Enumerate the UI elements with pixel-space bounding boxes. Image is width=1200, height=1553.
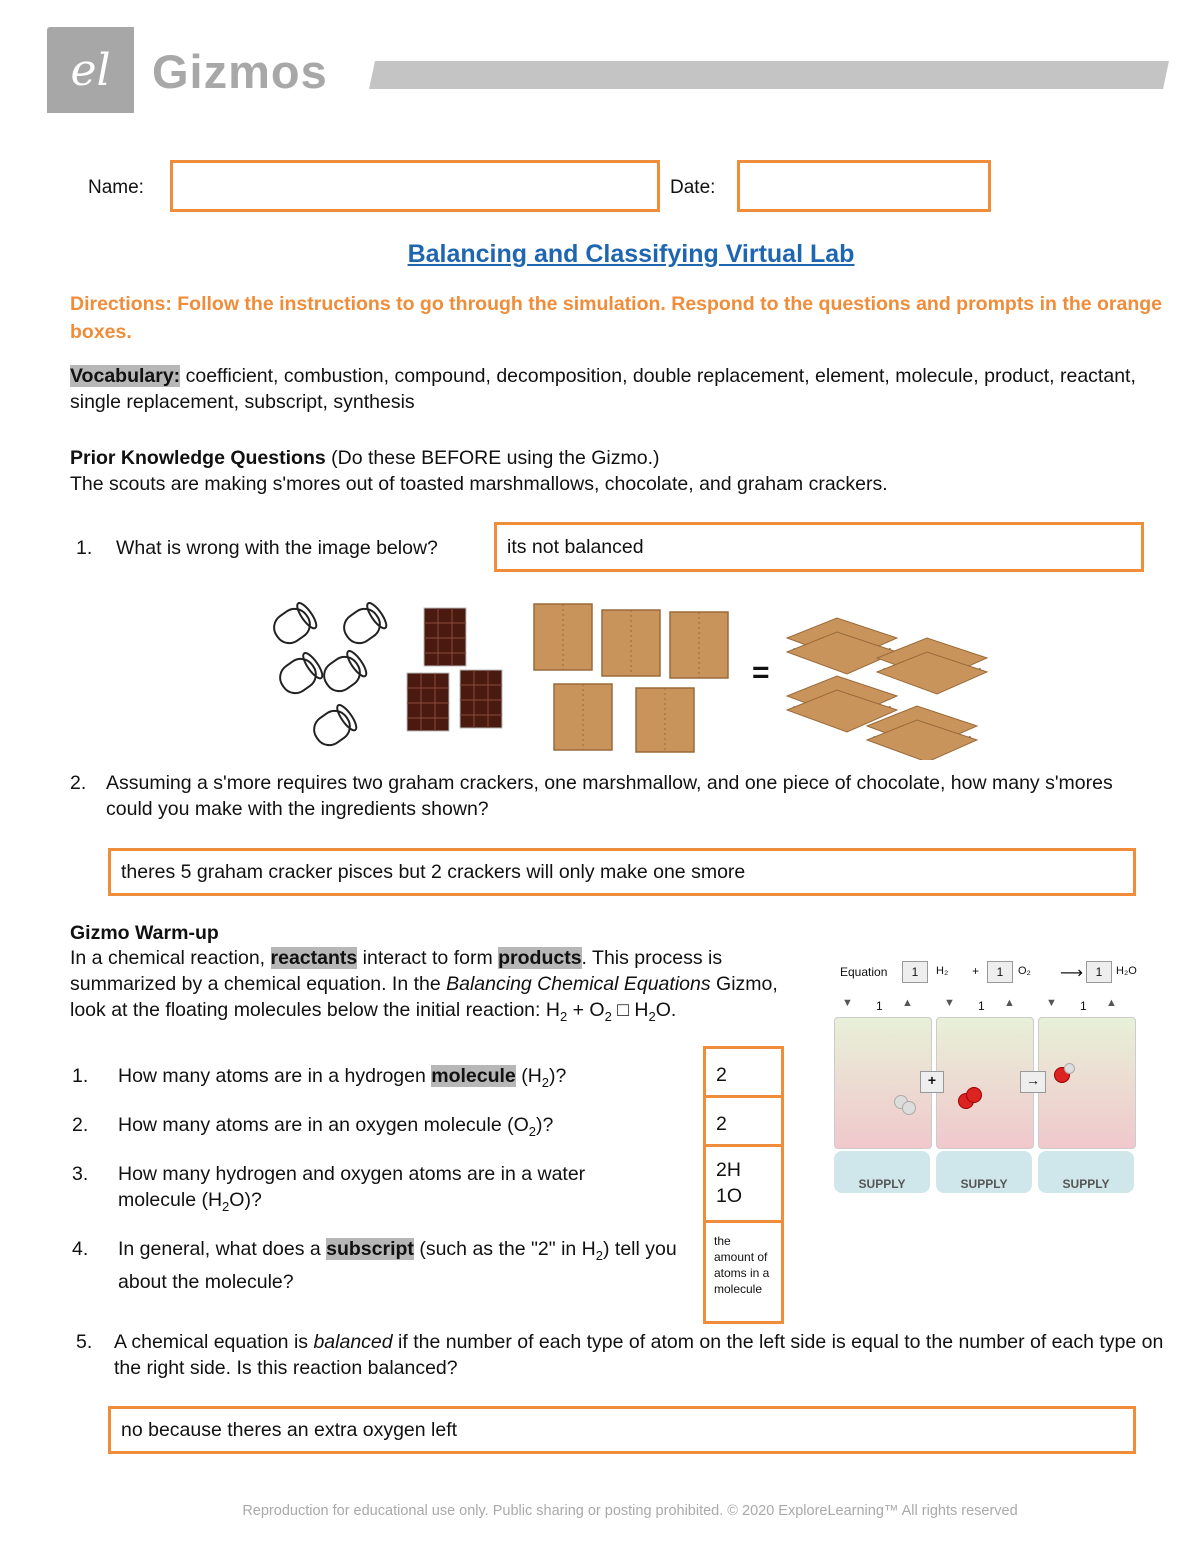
wq1-text: How many atoms are in a hydrogen molecule $(H_2)$? [118, 1065, 567, 1090]
reactants-term: reactants [270, 947, 358, 969]
q1-number: 1. [76, 537, 93, 559]
supply-h2o-button: SUPPLY [1038, 1151, 1134, 1193]
increment-arrow-icon[interactable]: ▲ [902, 997, 913, 1009]
vocabulary [70, 363, 1170, 415]
wq5-text: A chemical equation is balanced if the number of each type of atom on the left side is equal to the number of each type on the right side. Is this reaction balanced? [114, 1331, 1164, 1379]
wq3-answer[interactable]: 2H 1O [706, 1147, 781, 1223]
wq5-number: 5. [76, 1331, 93, 1353]
wq4-answer[interactable]: the amount of atoms in a molecule [714, 1234, 770, 1296]
reactant-panel-h2 [834, 1017, 932, 1149]
marshmallow-icon [269, 601, 320, 649]
plus-sign: + [972, 964, 980, 978]
header-bar [369, 61, 1169, 89]
gizmo-screenshot [832, 955, 1144, 1200]
q1-answer: its not balanced [507, 535, 644, 558]
arrow-icon: ⟶ [1060, 965, 1083, 982]
warmup-paragraph: In a chemical reaction, reactants interact to form products. This process is summarized by a chemical equation. In the Balancing Chemical Equations Gizmo, look at the floating molecules below the initial reaction: $H_2 + O_2$ □ $H_2O$. [70, 947, 778, 1024]
page-title: Balancing and Classifying Virtual Lab [407, 240, 855, 268]
plus-button: + [920, 1071, 944, 1093]
q2-text: Assuming a s'more requires two graham crackers, one marshmallow, and one piece of chocolate, how many s'mores could you make with the ingredients shown? [106, 772, 1113, 820]
directions: Directions: Follow the instructions to go through the simulation. Respond to the questions and prompts in the orange boxes. [70, 293, 1162, 343]
coefficient-o2[interactable]: 1 [987, 961, 1013, 983]
decrement-arrow-icon[interactable]: ▼ [944, 997, 955, 1009]
warmup-heading: Gizmo Warm-up [70, 922, 219, 944]
wq2-answer[interactable]: 2 [706, 1098, 781, 1147]
wq4-number: 4. [72, 1238, 89, 1260]
chocolate-icon [407, 608, 502, 731]
warmup-answer-column [703, 1046, 784, 1324]
q5-answer: no because theres an extra oxygen left [121, 1418, 458, 1441]
equation-label: Equation [840, 965, 888, 979]
products-term: products [498, 947, 582, 969]
decrement-arrow-icon[interactable]: ▼ [842, 997, 853, 1009]
name-label: Name: [88, 177, 144, 198]
oxygen-atom-icon [966, 1087, 982, 1103]
name-field[interactable] [170, 160, 660, 212]
q1-text: What is wrong with the image below? [116, 537, 438, 559]
coefficient-h2o[interactable]: 1 [1086, 961, 1112, 983]
supply-h2-button: SUPPLY [834, 1151, 930, 1193]
wq3-number: 3. [72, 1163, 89, 1185]
prior-intro: The scouts are making s'mores out of toasted marshmallows, chocolate, and graham crackers. [70, 473, 888, 495]
q5-answer-box[interactable] [108, 1406, 1136, 1454]
q1-answer-box[interactable] [494, 522, 1144, 572]
counter-h2o: 1 [1080, 999, 1087, 1013]
species-h2o: H₂O [1116, 965, 1137, 977]
vocabulary-label: Vocabulary: [70, 365, 181, 387]
wq4-text: In general, what does a subscript (such as the "2" in $H_2$) tell you about the molecule? [118, 1238, 677, 1293]
smores-illustration [262, 598, 992, 760]
q2-answer-box[interactable] [108, 848, 1136, 896]
product-panel-h2o [1038, 1017, 1136, 1149]
species-h2: H₂ [936, 965, 949, 977]
marshmallow-icon [319, 649, 370, 697]
hydrogen-atom-icon [902, 1101, 916, 1115]
vocabulary-text: coefficient, combustion, compound, decomposition, double replacement, element, molecule, product, reactant, single replacement, subscript, synthesis [70, 365, 1136, 413]
wq2-number: 2. [72, 1114, 89, 1136]
logo-mark: el [47, 27, 134, 113]
wq1-answer[interactable]: 2 [706, 1049, 781, 1098]
footer-copyright: Reproduction for educational use only. Public sharing or posting prohibited. © 2020 ExploreLearning™ All rights reserved [242, 1503, 1018, 1519]
date-label: Date: [670, 177, 716, 198]
decrement-arrow-icon[interactable]: ▼ [1046, 997, 1057, 1009]
hydrogen-atom-icon [1064, 1063, 1075, 1074]
smore-icon [787, 618, 987, 760]
wq3-text: How many hydrogen and oxygen atoms are in a water molecule $(H_2O)$? [118, 1163, 586, 1214]
equals-sign: = [752, 656, 770, 689]
q2-answer: theres 5 graham cracker pisces but 2 crackers will only make one smore [121, 860, 746, 883]
date-field[interactable] [737, 160, 991, 212]
counter-h2: 1 [876, 999, 883, 1013]
marshmallow-icon [275, 651, 326, 699]
counter-o2: 1 [978, 999, 985, 1013]
marshmallow-icon [339, 601, 390, 649]
wq1-number: 1. [72, 1065, 89, 1087]
species-o2: O₂ [1018, 965, 1031, 977]
q2-number: 2. [70, 772, 87, 794]
wq2-text: How many atoms are in an oxygen molecule $(O_2)$? [118, 1114, 554, 1139]
coefficient-h2[interactable]: 1 [902, 961, 928, 983]
increment-arrow-icon[interactable]: ▲ [1106, 997, 1117, 1009]
arrow-button: → [1020, 1071, 1046, 1093]
prior-heading: Prior Knowledge Questions (Do these BEFORE using the Gizmo.) [70, 447, 660, 469]
supply-o2-button: SUPPLY [936, 1151, 1032, 1193]
marshmallow-icon [309, 703, 360, 751]
logo-text: Gizmos [152, 45, 328, 98]
increment-arrow-icon[interactable]: ▲ [1004, 997, 1015, 1009]
